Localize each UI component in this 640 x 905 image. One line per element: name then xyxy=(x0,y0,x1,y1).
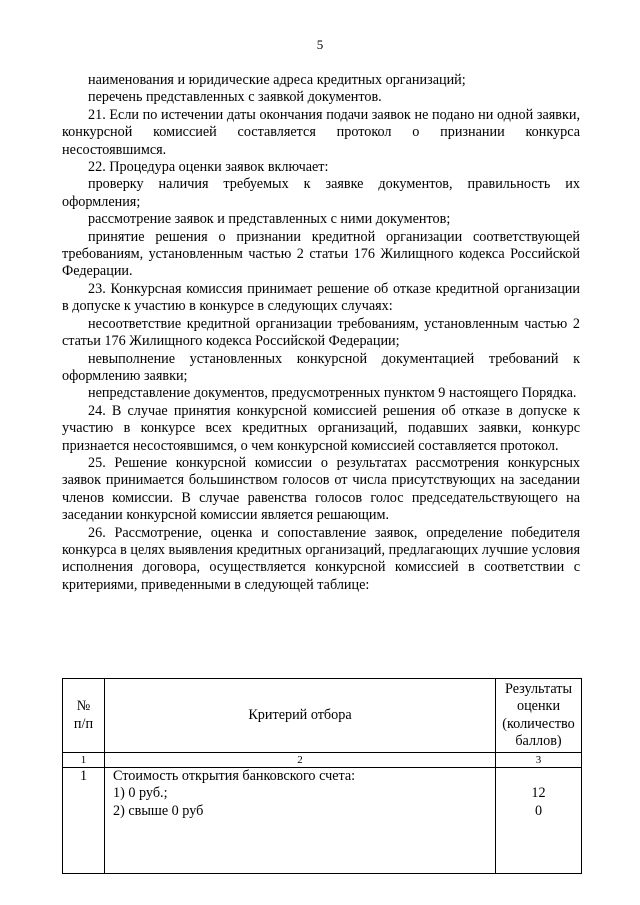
header-result: Результаты оценки (количество баллов) xyxy=(496,679,582,753)
paragraph: перечень представленных с заявкой документов. xyxy=(88,89,382,106)
paragraph: 25. Решение конкурсной комиссии о результатах рассмотрения конкурсных заявок принимается большинством голосов от числа присутствующих на заседании членов комиссии. В случае равенства голосов голос председательствующего на заседании конкурсной комиссии является решающим. xyxy=(62,454,580,524)
table-column-index-row xyxy=(63,753,582,768)
paragraph: 23. Конкурсная комиссия принимает решение об отказе кредитной организации в допуске к участию в конкурсе в следующих случаях: xyxy=(62,280,580,315)
paragraph: проверку наличия требуемых к заявке документов, правильность их оформления; xyxy=(62,176,580,210)
option-score: 0 xyxy=(534,802,543,819)
criterion-title: Стоимость открытия банковского счета: xyxy=(113,768,356,784)
row-scores xyxy=(496,768,582,874)
paragraph: рассмотрение заявок и представленных с ними документов; xyxy=(88,211,451,228)
paragraph: 21. Если по истечении даты окончания подачи заявок не подано ни одной заявки, конкурсной комиссией составляется протокол о признании конкурса несостоявшимся. xyxy=(62,106,580,158)
paragraph: 24. В случае принятия конкурсной комиссией решения об отказе в допуске к участию в конкурсе всех кредитных организаций, подавших заявки, конкурс признается несостоявшимся, о чем конкурсной комиссией составляется протокол. xyxy=(62,402,580,454)
header-number: № п/п xyxy=(63,679,105,753)
column-index: 2 xyxy=(105,753,496,768)
row-number: 1 xyxy=(63,768,105,874)
header-criterion: Критерий отбора xyxy=(105,679,496,753)
table-row xyxy=(63,768,582,874)
column-index: 3 xyxy=(496,753,582,768)
paragraph: непредставление документов, предусмотренных пунктом 9 настоящего Порядка. xyxy=(88,385,577,402)
paragraph: принятие решения о признании кредитной организации соответствующей требованиям, установленным частью 2 статьи 176 Жилищного кодекса Российской Федерации. xyxy=(62,228,580,280)
paragraph: невыполнение установленных конкурсной документацией требований к оформлению заявки; xyxy=(62,350,580,384)
paragraph: несоответствие кредитной организации требованиям, установленным частью 2 статьи 176 Жилищного кодекса Российской Федерации; xyxy=(62,315,580,350)
paragraph: 26. Рассмотрение, оценка и сопоставление заявок, определение победителя конкурса в целях выявления кредитных организаций, предлагающих лучшие условия исполнения договора, осуществляется конкурсной комиссией в соответствии с критериями, приведенными в следующей таблице: xyxy=(62,524,580,593)
row-criterion xyxy=(105,768,496,874)
page-number: 5 xyxy=(316,37,324,52)
criterion-option: 2) свыше 0 руб xyxy=(113,802,204,819)
document-body xyxy=(62,72,580,594)
column-index: 1 xyxy=(63,753,105,768)
option-score: 12 xyxy=(531,785,546,802)
table-header-row xyxy=(63,679,582,753)
paragraph: 22. Процедура оценки заявок включает: xyxy=(88,159,329,176)
paragraph: наименования и юридические адреса кредитных организаций; xyxy=(88,72,466,88)
criterion-option: 1) 0 руб.; xyxy=(113,785,168,802)
criteria-table xyxy=(62,678,582,874)
